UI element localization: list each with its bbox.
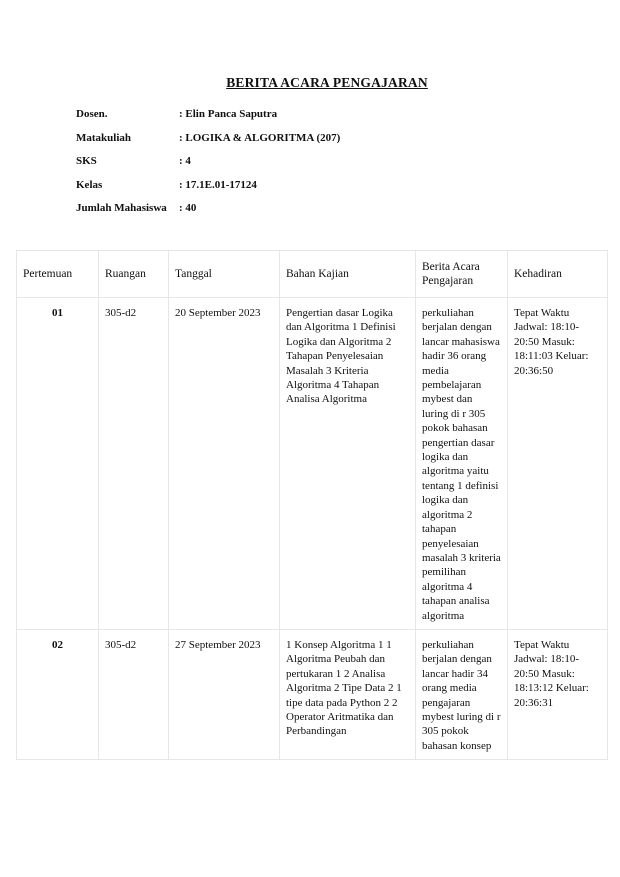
info-value: : 4	[179, 155, 191, 167]
header-kehadiran: Kehadiran	[508, 251, 608, 298]
cell-ruangan: 305-d2	[99, 298, 169, 630]
info-row-matakuliah	[76, 132, 340, 156]
cell-berita-acara: perkuliahan berjalan dengan lancar hadir 34 orang media pengajaran mybest luring di r 305 pokok bahasan konsep	[416, 629, 508, 759]
table-row	[17, 298, 608, 630]
info-label: SKS	[76, 155, 97, 167]
cell-berita-acara: perkuliahan berjalan dengan lancar mahasiswa hadir 36 orang media pembelajaran mybest dan luring di r 305 pokok bahasan pengertian dasar logika dan algoritma yaitu tentang 1 definisi logika dan algoritma 2 tahapan penyelesaian masalah 3 kriteria pemilihan algoritma 4 tahapan analisa algoritma	[416, 298, 508, 630]
cell-tanggal: 27 September 2023	[169, 629, 280, 759]
header-ruangan: Ruangan	[99, 251, 169, 298]
cell-pertemuan: 01	[17, 298, 99, 630]
header-berita-acara: Berita Acara Pengajaran	[416, 251, 508, 298]
header-pertemuan: Pertemuan	[17, 251, 99, 298]
cell-kehadiran: Tepat Waktu Jadwal: 18:10-20:50 Masuk: 18:13:12 Keluar: 20:36:31	[508, 629, 608, 759]
info-row-sks	[76, 155, 340, 179]
info-value: : 40	[179, 202, 197, 214]
info-label: Kelas	[76, 178, 103, 191]
document-title: BERITA ACARA PENGAJARAN	[226, 75, 428, 90]
info-value: : Elin Panca Saputra	[179, 108, 278, 120]
table-header-row	[17, 251, 608, 298]
table-row	[17, 629, 608, 759]
course-info	[76, 108, 340, 226]
info-row-kelas	[76, 179, 340, 203]
info-row-jumlah-mahasiswa	[76, 202, 340, 226]
cell-kehadiran: Tepat Waktu Jadwal: 18:10-20:50 Masuk: 18:11:03 Keluar: 20:36:50	[508, 298, 608, 630]
cell-bahan-kajian: 1 Konsep Algoritma 1 1 Algoritma Peubah dan pertukaran 1 2 Analisa Algoritma 2 Tipe Data 2 1 tipe data pada Python 2 2 Operator Aritmatika dan Perbandingan	[280, 629, 416, 759]
cell-tanggal: 20 September 2023	[169, 298, 280, 630]
info-row-dosen	[76, 108, 340, 132]
cell-pertemuan: 02	[17, 629, 99, 759]
info-label: Dosen.	[76, 108, 108, 120]
info-label: Jumlah Mahasiswa	[76, 202, 167, 214]
cell-ruangan: 305-d2	[99, 629, 169, 759]
teaching-report-table	[16, 250, 608, 760]
header-bahan-kajian: Bahan Kajian	[280, 251, 416, 298]
info-label: Matakuliah	[76, 131, 132, 144]
info-value: : 17.1E.01-17124	[179, 178, 257, 191]
info-value: : LOGIKA & ALGORITMA (207)	[179, 131, 341, 144]
cell-bahan-kajian: Pengertian dasar Logika dan Algoritma 1 Definisi Logika dan Algoritma 2 Tahapan Penyelesaian Masalah 3 Kriteria Algoritma 4 Tahapan Analisa Algoritma	[280, 298, 416, 630]
header-tanggal: Tanggal	[169, 251, 280, 298]
